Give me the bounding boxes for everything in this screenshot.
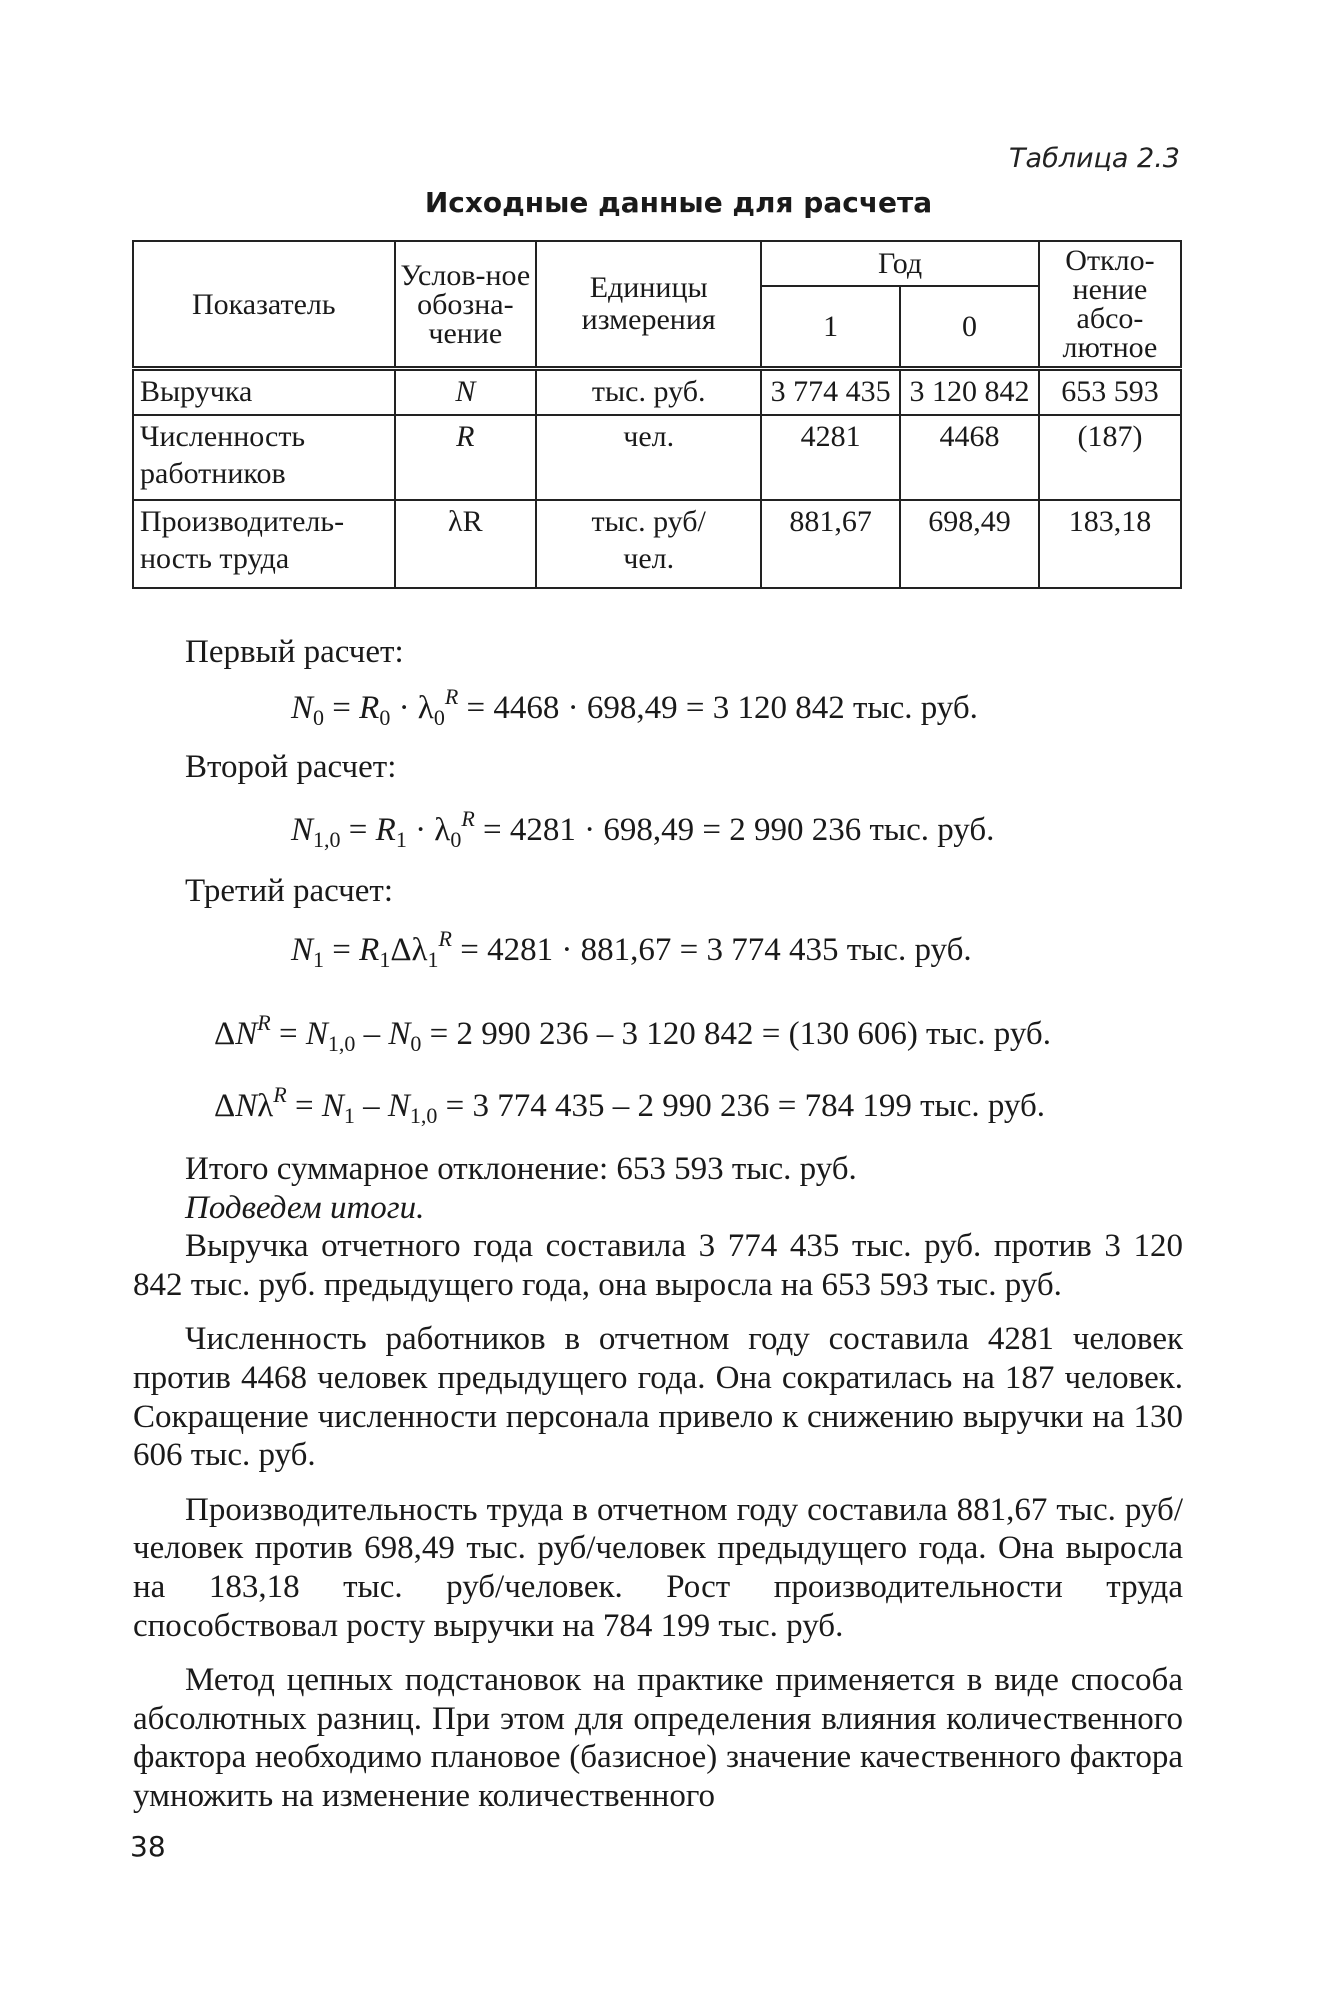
cell-indicator: Численность работников [133,415,395,500]
cell-units: чел. [536,415,761,500]
third-calc-label: Третий расчет: [185,873,394,909]
cell-year-1: 4281 [761,415,900,500]
cell-symbol: R [395,415,537,500]
cell-year-1: 3 774 435 [761,369,900,416]
formula-first: $N_0 = R_0 \cdot \lambda_0^R = 4468 \cdot 698,49 = 3$ 120 842 тыс. руб. [291,684,978,730]
paragraph-productivity: Производительность труда в отчетном году составила 881,67 тыс. руб/человек против 698,49 тыс. руб/человек предыдущего года. Она выросла на 183,18 тыс. руб/человек. Рост производительности труда способствовал росту выручки на 784 199 тыс. руб. [133,1491,1183,1644]
cell-units: тыс. руб/чел. [536,500,761,588]
cell-units: тыс. руб. [536,369,761,416]
header-deviation-text: Откло-нение абсо-лютное [1062,244,1158,364]
header-year-0: 0 [900,286,1039,368]
formula-delta-nr-rhs: = 2 990 236 – 3 120 842 = (130 606) тыс. руб. [429,1016,1051,1052]
paragraph-method: Метод цепных подстановок на практике применяется в виде способа абсолютных разниц. При этом для определения влияния количественного фактора необходимо плановое (базисное) значение качественного фактора умножить на изменение количественного [133,1662,1183,1814]
header-indicator: Показатель [133,241,395,369]
header-year: Год [761,241,1039,286]
cell-indicator: Производитель-ность труда [133,500,395,588]
paragraph-revenue: Выручка отчетного года составила 3 774 435 тыс. руб. против 3 120 842 тыс. руб. предыдущего года, она выросла на 653 593 тыс. руб. [133,1228,1183,1303]
cell-year-0: 3 120 842 [900,369,1039,416]
formula-second: $N_{1,0} = R_1 \cdot \lambda_0^R = 4281 \cdot 698,49 = 2$ 990 236 тыс. руб. [291,806,995,852]
cell-deviation: (187) [1039,415,1181,500]
formula-second-rhs: = 4281 · 698,49 = 2 990 236 тыс. руб. [483,812,995,848]
cell-year-0: 4468 [900,415,1039,500]
formula-third: $N_1 = R_1\Delta\lambda_1^R = 4281 \cdot 881,67 = 3$ 774 435 тыс. руб. [291,926,972,972]
paragraph-headcount: Численность работников в отчетном году составила 4281 человек против 4468 человек предыдущего года. Она сократилась на 187 человек. Сокращение численности персонала привело к снижению выручки на 130 606 тыс. руб. [133,1321,1183,1474]
table-caption: Таблица 2.3 [1009,143,1180,174]
table-title [0,186,1317,219]
formula-delta-nlambda-rhs: = 3 774 435 – 2 990 236 = 784 199 тыс. руб. [445,1088,1046,1124]
cell-deviation: 653 593 [1039,369,1181,416]
cell-indicator: Выручка [133,369,395,416]
formula-third-rhs: = 4281 · 881,67 = 3 774 435 тыс. руб. [460,932,972,968]
second-calc-label: Второй расчет: [185,749,397,785]
formula-first-rhs: = 4468 · 698,49 = 3 120 842 тыс. руб. [466,690,978,726]
cell-deviation: 183,18 [1039,500,1181,588]
formula-delta-nr: $\Delta N^R = N_{1,0} - N_0 = 2$ 990 236 – 3 120 842 = (130 606) тыс. руб. [214,1010,1051,1056]
table-title-text: Исходные данные для расчета [424,186,933,219]
total-deviation-line: Итого суммарное отклонение: 653 593 тыс. руб. [185,1151,857,1187]
header-year-1: 1 [761,286,900,368]
header-deviation [1039,241,1181,369]
summary-heading: Подведем итоги. [185,1189,425,1226]
header-units: Единицы измерения [536,241,761,369]
table-row [133,500,1181,588]
cell-year-0: 698,49 [900,500,1039,588]
cell-symbol: N [395,369,537,416]
header-symbol-text: Услов-ное обозна-чение [400,258,531,350]
cell-symbol: λR [395,500,537,588]
first-calc-label: Первый расчет: [185,634,404,670]
page-number: 38 [130,1830,166,1863]
cell-year-1: 881,67 [761,500,900,588]
source-data-table [132,240,1182,589]
table-row [133,415,1181,500]
table-row [133,369,1181,416]
header-symbol [395,241,537,369]
formula-delta-nlambda: $\Delta N\lambda^R = N_1 - N_{1,0} = 3$ 774 435 – 2 990 236 = 784 199 тыс. руб. [214,1082,1046,1128]
body-text [133,1150,1183,1816]
